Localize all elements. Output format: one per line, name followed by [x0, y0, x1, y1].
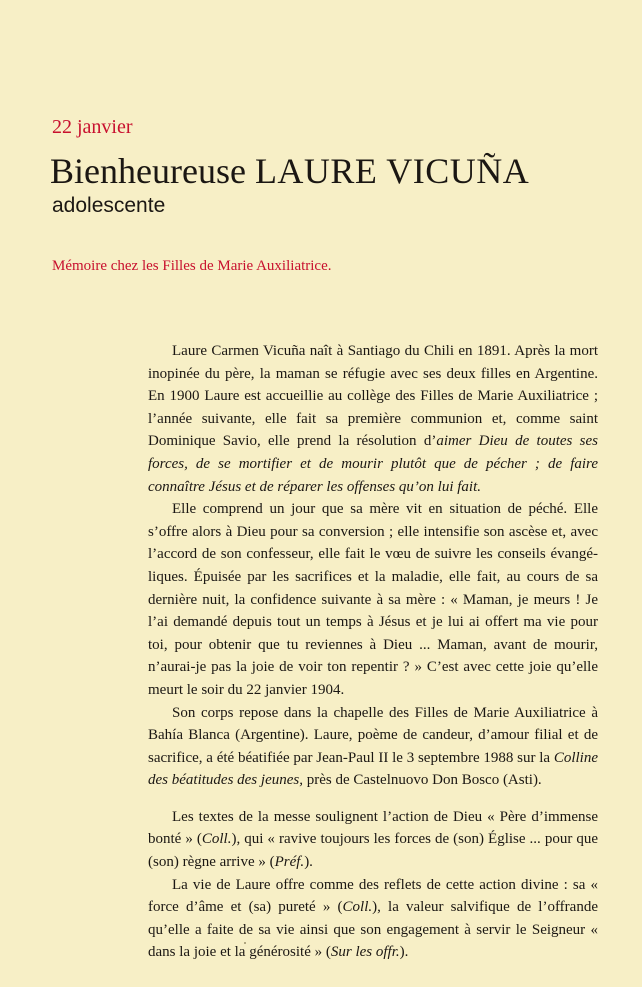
resolution-quote: aimer Dieu de toutes ses forces, de se mortifier et de mourir plutôt que de pécher ; de faire connaître Jésus et de réparer les offenses qu’on lui fait.: [148, 433, 598, 495]
paragraph-text: ).: [399, 944, 409, 961]
paragraph-text: La vie de Laure offre comme des reflets de cette action divine : sa « force d’âme et (sa) pureté » (: [148, 876, 598, 916]
reference-coll: Coll.: [342, 899, 373, 916]
page-mark: [244, 942, 246, 944]
paragraph-beatification: [148, 702, 598, 792]
title-prefix: Bienheureuse: [50, 151, 255, 191]
paragraph-text: près de Castelnuovo Don Bosco (Asti).: [302, 772, 542, 789]
reference-coll: Coll.: [201, 831, 232, 848]
reference-offr: Sur les offr.: [330, 944, 400, 961]
subtitle: adolescente: [52, 194, 166, 217]
paragraph-text: ).: [304, 854, 313, 871]
saint-name: LAURE VICUÑA: [254, 151, 530, 191]
paragraph-mass-texts: [148, 806, 598, 874]
paragraph-text: ), qui « ravive toujours les forces de (son) Église ... pour que (son) règne arrive » (: [148, 831, 598, 871]
paragraph-birth: [148, 340, 598, 498]
paragraph-text: Son corps repose dans la chapelle des Filles de Marie Auxiliatrice à Bahía Blanca (Argentine). Laure, poème de candeur, d’amour filial et de sacrifice, a été béatifiée par Jean-Paul II le 3 septembre 1988 sur la: [148, 704, 598, 766]
paragraph-text: Laure Carmen Vicuña naît à Santiago du Chili en 1891. Après la mort inopinée du père, la maman se réfugie avec ses deux filles en Argentine. En 1900 Laure est accueillie au collège des Filles de Marie Auxiliatrice ; l’année suivante, elle fait sa première communion et, comme saint Dominique Savio, elle prend la résolution d’: [148, 343, 598, 450]
paragraph-offering: Elle comprend un jour que sa mère vit en situation de péché. Elle s’offre alors à Dieu pour sa conversion ; elle intensifie son ascèse et, avec l’accord de son confesseur, elle fait le vœu de suivre les conseils évangéliques. Épuisée par les sacrifices et la maladie, elle fait, au cours de sa dernière nuit, la confidence suivante à sa mère : « Maman, je meurs ! Je l’ai demandé depuis tout un temps à Jésus et je lui ai offert ma vie pour toi, pour obtenir que tu reviennes à Dieu ... Maman, avant de mourir, n’aurai-je pas la joie de voir ton repentir ? » C’est avec cette joie qu’elle meurt le soir du 22 janvier 1904.: [148, 501, 598, 698]
feast-date: 22 janvier: [52, 116, 133, 138]
biography-text: [148, 340, 598, 964]
place-name: Colline des béatitudes des jeunes,: [148, 749, 598, 789]
reference-pref: Préf.: [274, 854, 305, 871]
paragraph-text: ), la valeur salvifique de l’offrande qu’elle a faite de sa vie ainsi que son engagement à servir le Seigneur « dans la joie et la générosité » (: [148, 899, 598, 961]
paragraph-reflection: [148, 874, 598, 964]
page-title: [50, 150, 529, 192]
memorial-note: Mémoire chez les Filles de Marie Auxiliatrice.: [52, 258, 332, 274]
paragraph-text: Les textes de la messe soulignent l’action de Dieu « Père d’immense bonté » (: [148, 808, 598, 848]
